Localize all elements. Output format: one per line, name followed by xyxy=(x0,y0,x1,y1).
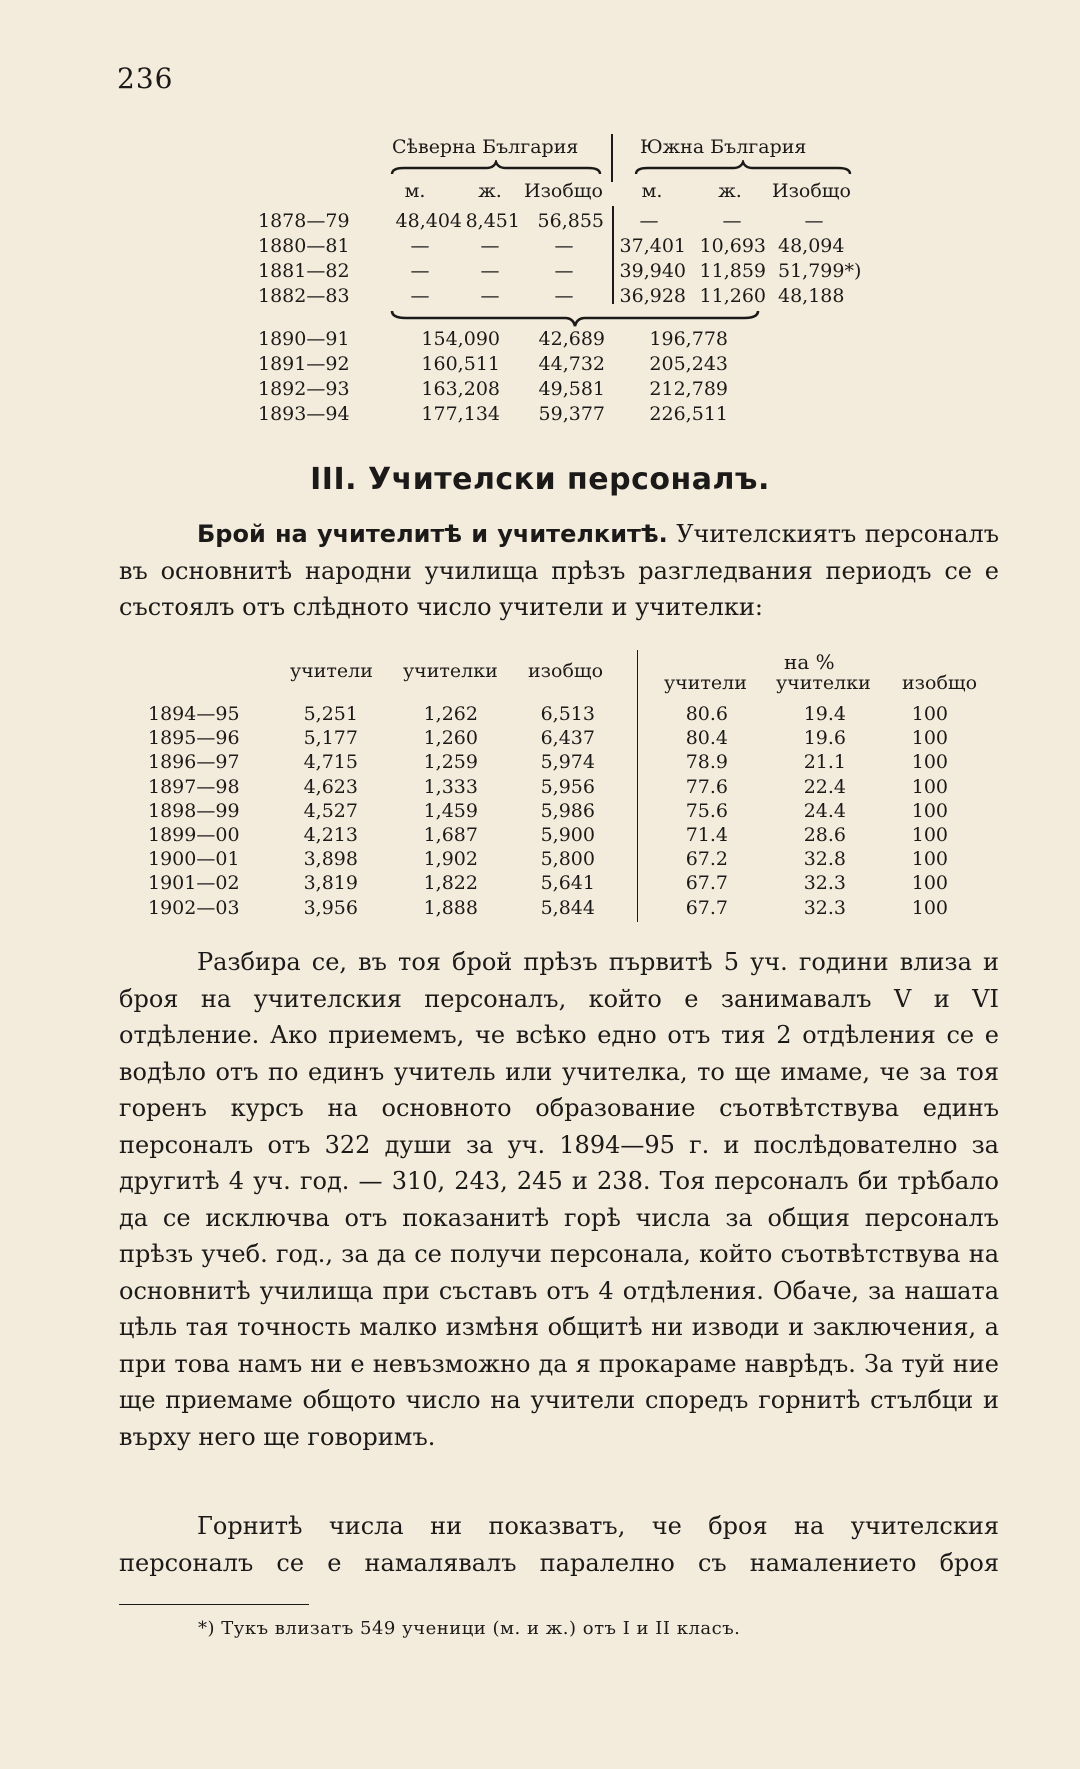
subheader-north-total: Изобщо xyxy=(524,180,603,202)
footnote-rule xyxy=(119,1604,309,1605)
cell-value: — xyxy=(410,235,430,257)
cell-value: 100 xyxy=(911,896,948,919)
section-heading: III. Учителски персоналъ. xyxy=(310,462,770,497)
pct-header: на % xyxy=(784,650,835,674)
column-divider xyxy=(637,650,638,922)
cell-value: 100 xyxy=(911,872,948,895)
group-header-south: Южна България xyxy=(640,136,807,158)
cell-value: 49,581 xyxy=(538,378,605,400)
cell-value: — xyxy=(480,285,500,307)
cell-value: 44,732 xyxy=(538,353,605,375)
cell-value: — xyxy=(554,285,574,307)
cell-value: 1,888 xyxy=(423,896,478,919)
year-label: 1896—97 xyxy=(148,751,240,774)
cell-value: 77.6 xyxy=(685,775,728,798)
cell-value: — xyxy=(410,260,430,282)
cell-value: 5,251 xyxy=(303,703,358,725)
body-paragraph-text: Разбира се, въ тоя брой прѣзъ първитѣ 5 уч. години влиза и броя на учителския персоналъ, който е занимавалъ V и VI отдѣление. Ако приемемъ, че всѣко едно отъ тия 2 отдѣления се е водѣло отъ по единъ учитель или учителка, то ще имаме, че за тоя горенъ курсъ на основното образование съотвѣтствува единъ персоналъ отъ 322 души за уч. 1894—95 г. и послѣдователно за другитѣ 4 уч. год. — 310, 243, 245 и 238. Тоя персоналъ би трѣбало да се исключва отъ показанитѣ горѣ числа за общия персоналъ прѣзъ учеб. год., за да се получи персонала, който съотвѣтствува на основнитѣ училища при съставъ отъ 4 отдѣления. Обаче, за нашата цѣль тая точность малко измѣня общитѣ ни изводи и заключения, а при това намъ ни е невъзможно да я прокараме наврѣдъ. За туй ние ще приемаме общото число на учители споредъ горнитѣ стълбци и върху него ще говоримъ. xyxy=(119,948,999,1451)
pct-header-teachers: учители xyxy=(664,672,747,694)
cell-value: 5,844 xyxy=(540,896,595,919)
cell-value: 5,800 xyxy=(540,848,595,871)
year-label: 1895—96 xyxy=(148,727,240,750)
cell-value: 8,451 xyxy=(465,210,520,232)
year-label: 1899—00 xyxy=(148,824,240,846)
cell-value: 48,188 xyxy=(778,285,845,307)
cell-value: 32.8 xyxy=(803,848,846,871)
cell-value: 100 xyxy=(911,775,948,798)
cell-value: 5,974 xyxy=(540,751,595,774)
year-label: 1890—91 xyxy=(258,328,350,350)
cell-value: 4,623 xyxy=(303,775,358,798)
cell-value: 42,689 xyxy=(538,328,605,350)
cell-value: 67.7 xyxy=(685,872,728,895)
cell-value: — xyxy=(722,210,742,232)
cell-value: 5,956 xyxy=(540,775,595,798)
year-label: 1881—82 xyxy=(258,260,350,282)
year-label: 1897—98 xyxy=(148,775,240,798)
intro-text: Учителскиятъ персоналъ въ основнитѣ народни училища прѣзъ разгледвания периодъ се е състоялъ отъ слѣдното число учители и учителки: xyxy=(119,520,999,621)
cell-value: 100 xyxy=(911,751,948,774)
cell-value: 4,527 xyxy=(303,799,358,822)
cell-value: — xyxy=(480,260,500,282)
cell-value: 48,094 xyxy=(778,235,845,257)
cell-value: 67.7 xyxy=(685,896,728,919)
cell-value: 24.4 xyxy=(803,799,846,822)
cell-value: 1,260 xyxy=(423,727,478,750)
cell-value: 32.3 xyxy=(803,896,846,919)
cell-value: 22.4 xyxy=(803,775,846,798)
year-label: 1900—01 xyxy=(148,848,240,871)
cell-value: 80.4 xyxy=(685,727,728,750)
cell-value: 59,377 xyxy=(538,403,605,425)
cell-value: 1,687 xyxy=(423,824,478,846)
footnote: *) Тукъ влизатъ 549 ученици (м. и ж.) отъ I и II класъ. xyxy=(198,1618,741,1639)
cell-value: 6,437 xyxy=(540,727,595,750)
cell-value: 4,213 xyxy=(303,824,358,846)
cell-value: 154,090 xyxy=(421,328,500,350)
cell-value: — xyxy=(554,235,574,257)
cell-value: 11,859 xyxy=(699,260,766,282)
cell-value: — xyxy=(804,210,824,232)
intro-lead: Брой на учителитѣ и учителкитѣ. xyxy=(197,520,668,548)
cell-value: 21.1 xyxy=(803,751,846,774)
cell-value: 226,511 xyxy=(649,403,728,425)
cell-value: 100 xyxy=(911,703,948,725)
cell-value: 196,778 xyxy=(649,328,728,350)
header-female-teachers: учителки xyxy=(403,660,498,682)
year-label: 1894—95 xyxy=(148,703,240,725)
cell-value: 5,641 xyxy=(540,872,595,895)
cell-value: 32.3 xyxy=(803,872,846,895)
cell-value: 100 xyxy=(911,799,948,822)
body-paragraph xyxy=(119,944,999,1455)
year-label: 1901—02 xyxy=(148,872,240,895)
cell-value: — xyxy=(639,210,659,232)
pct-header-total: изобщо xyxy=(902,672,978,694)
pct-header-female-teachers: учителки xyxy=(776,672,871,694)
cell-value: 1,259 xyxy=(423,751,478,774)
cell-value: 10,693 xyxy=(699,235,766,257)
cell-value: 100 xyxy=(911,824,948,846)
year-label: 1892—93 xyxy=(258,378,350,400)
cell-value: 5,986 xyxy=(540,799,595,822)
cell-value: 177,134 xyxy=(421,403,500,425)
cell-value: 1,333 xyxy=(423,775,478,798)
cell-value: 1,459 xyxy=(423,799,478,822)
cell-value: 3,898 xyxy=(303,848,358,871)
year-label: 1893—94 xyxy=(258,403,350,425)
cell-value: — xyxy=(410,285,430,307)
cell-value: 39,940 xyxy=(619,260,686,282)
cell-value: 56,855 xyxy=(537,210,604,232)
cell-value: 160,511 xyxy=(421,353,500,375)
cell-value: 48,404 xyxy=(395,210,462,232)
cell-value: 51,799*) xyxy=(778,260,862,282)
subheader-north-m: м. xyxy=(404,180,426,202)
cell-value: 6,513 xyxy=(540,703,595,725)
subheader-south-f: ж. xyxy=(718,180,742,202)
cell-value: 212,789 xyxy=(649,378,728,400)
cell-value: 1,902 xyxy=(423,848,478,871)
body-paragraph-continued-text: Горнитѣ числа ни показватъ, че броя на учителския персоналъ се е намалявалъ паралелно съ намалението броя xyxy=(119,1512,999,1577)
cell-value: 5,177 xyxy=(303,727,358,750)
year-label: 1878—79 xyxy=(258,210,350,232)
header-teachers: учители xyxy=(290,660,373,682)
cell-value: 1,822 xyxy=(423,872,478,895)
cell-value: 78.9 xyxy=(685,751,728,774)
cell-value: 100 xyxy=(911,727,948,750)
subheader-south-total: Изобщо xyxy=(772,180,851,202)
header-total: изобщо xyxy=(528,660,604,682)
group-header-north: Сѣверна България xyxy=(392,136,579,158)
cell-value: 80.6 xyxy=(685,703,728,725)
cell-value: 19.6 xyxy=(803,727,846,750)
year-label: 1902—03 xyxy=(148,896,240,919)
subheader-south-m: м. xyxy=(641,180,663,202)
body-paragraph-continued xyxy=(119,1508,999,1581)
cell-value: 205,243 xyxy=(649,353,728,375)
cell-value: 11,260 xyxy=(699,285,766,307)
year-label: 1882—83 xyxy=(258,285,350,307)
cell-value: — xyxy=(480,235,500,257)
cell-value: 67.2 xyxy=(685,848,728,871)
cell-value: 100 xyxy=(911,848,948,871)
cell-value: — xyxy=(554,260,574,282)
cell-value: 37,401 xyxy=(619,235,686,257)
cell-value: 163,208 xyxy=(421,378,500,400)
cell-value: 5,900 xyxy=(540,824,595,846)
cell-value: 28.6 xyxy=(803,824,846,846)
year-label: 1880—81 xyxy=(258,235,350,257)
cell-value: 3,819 xyxy=(303,872,358,895)
cell-value: 36,928 xyxy=(619,285,686,307)
cell-value: 71.4 xyxy=(685,824,728,846)
cell-value: 19.4 xyxy=(803,703,846,725)
cell-value: 75.6 xyxy=(685,799,728,822)
subheader-north-f: ж. xyxy=(478,180,502,202)
page-number: 236 xyxy=(117,62,174,95)
cell-value: 4,715 xyxy=(303,751,358,774)
cell-value: 3,956 xyxy=(303,896,358,919)
cell-value: 1,262 xyxy=(423,703,478,725)
year-label: 1898—99 xyxy=(148,799,240,822)
year-label: 1891—92 xyxy=(258,353,350,375)
